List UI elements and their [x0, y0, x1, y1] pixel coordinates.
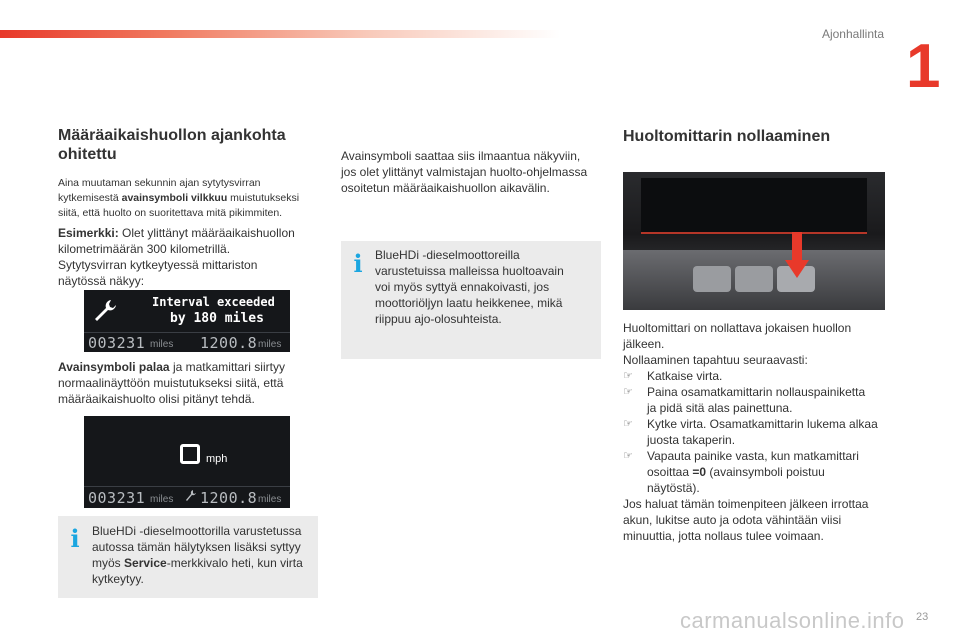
arrow-down-icon — [785, 232, 809, 278]
service-key-icon — [180, 444, 200, 464]
cluster-screen — [641, 178, 867, 234]
list-item: ☞ Katkaise virta. — [623, 369, 723, 383]
chapter-number: 1 — [906, 32, 941, 101]
trip-value: 1200.8 — [200, 334, 258, 352]
right-text: Huoltomittari on nollattava jokaisen huollon jälkeen. Nollaaminen tapahtuu seuraavasti: ☞ Katkaise virta. ☞ Paina osamatkamittarin nollauspainiketta ja pidä sitä alas painettuna. ☞ Kytke virta. Osamatkamittarin lukema alkaa juosta takaperin. ☞ Vapauta painike vasta, kun matkamittari osoittaa =0 (avainsymboli poistuu näytöstä). Jos haluat tämän toimenpiteen jälkeen irrottaa akun, lukitse auto ja odota vähintään viisi minuuttia, jotta nollaus tulee voimaan. — [623, 320, 893, 544]
list-item: ☞ Paina osamatkamittarin nollauspainiketta ja pidä sitä alas painettuna. — [623, 385, 866, 415]
interval-distance: by 180 miles — [170, 311, 264, 326]
trip-unit: miles — [258, 494, 282, 505]
middle-info-box — [341, 241, 601, 359]
after-text: Avainsymboli palaa ja matkamittari siirtyy normaalinäyttöön muistutukseksi siitä, että määräaikaishuolto olisi pitänyt tehdä. — [58, 360, 285, 406]
intro-text: Aina muutaman sekunnin ajan sytytysvirran kytkemisestä avainsymboli vilkkuu muistutukseksi siitä, että huolto on suoritettava mitä pikimmiten. — [58, 177, 300, 219]
list-item: ☞ Kytke virta. Osamatkamittarin lukema alkaa juosta takaperin. — [623, 417, 878, 447]
reset-steps — [623, 368, 893, 496]
bullet-icon: ☞ — [623, 370, 633, 382]
left-column — [58, 126, 323, 289]
header-accent-bar — [0, 30, 560, 38]
odometer-value: 003231 — [88, 489, 146, 507]
example-text: Esimerkki: Olet ylittänyt määräaikaishuollon kilometrimäärän 300 kilometrillä. Sytytysvirran kytkeytyessä mittariston näytössä näkyy: — [58, 226, 295, 288]
cluster-display-normal — [84, 416, 290, 508]
bullet-icon: ☞ — [623, 450, 633, 462]
right-heading: Huoltomittarin nollaaminen — [623, 128, 831, 145]
trip-unit: miles — [258, 339, 282, 350]
left-info-box — [58, 516, 318, 598]
wrench-small-icon — [186, 490, 196, 502]
wrench-icon — [92, 298, 118, 324]
display-divider — [84, 486, 290, 487]
page-number: 23 — [916, 611, 929, 623]
trip-value: 1200.8 — [200, 489, 258, 507]
cluster-button-middle — [735, 266, 773, 292]
display-divider — [84, 332, 290, 333]
watermark: carmanualsonline.info — [680, 608, 905, 633]
middle-info-text: BlueHDi -dieselmoottoreilla varustetuissa malleissa huoltoavain voi myös syttyä ennakoivasti, jos moottoriöljyn laatu heikkenee, mikä riippuu ajo-olosuhteista. — [375, 248, 564, 326]
left-info-text: BlueHDi -dieselmoottorilla varustetussa autossa tämän hälytyksen lisäksi syttyy myös Service-merkkivalo heti, kun virta kytkeytyy. — [92, 524, 303, 586]
info-icon: i — [70, 524, 80, 553]
left-heading: Määräaikaishuollon ajankohta ohitettu — [58, 127, 286, 163]
interval-message: Interval exceeded — [152, 295, 275, 309]
info-icon: i — [353, 249, 363, 278]
odometer-unit: miles — [150, 494, 174, 505]
list-item: ☞ Vapauta painike vasta, kun matkamittari osoittaa =0 (avainsymboli poistuu näytöstä). — [623, 449, 859, 495]
bullet-icon: ☞ — [623, 386, 633, 398]
cluster-display-interval — [84, 290, 290, 352]
middle-text: Avainsymboli saattaa siis ilmaantua näkyviin, jos olet ylittänyt valmistajan huolto-ohjelmassa osoitetun määräaikaishuollon aikavälin. — [341, 149, 588, 195]
speed-unit: mph — [206, 453, 228, 465]
cluster-button-left — [693, 266, 731, 292]
odometer-unit: miles — [150, 339, 174, 350]
bullet-icon: ☞ — [623, 418, 633, 430]
instrument-cluster-photo — [623, 172, 885, 310]
odometer-value: 003231 — [88, 334, 146, 352]
section-title: Ajonhallinta — [821, 27, 884, 41]
